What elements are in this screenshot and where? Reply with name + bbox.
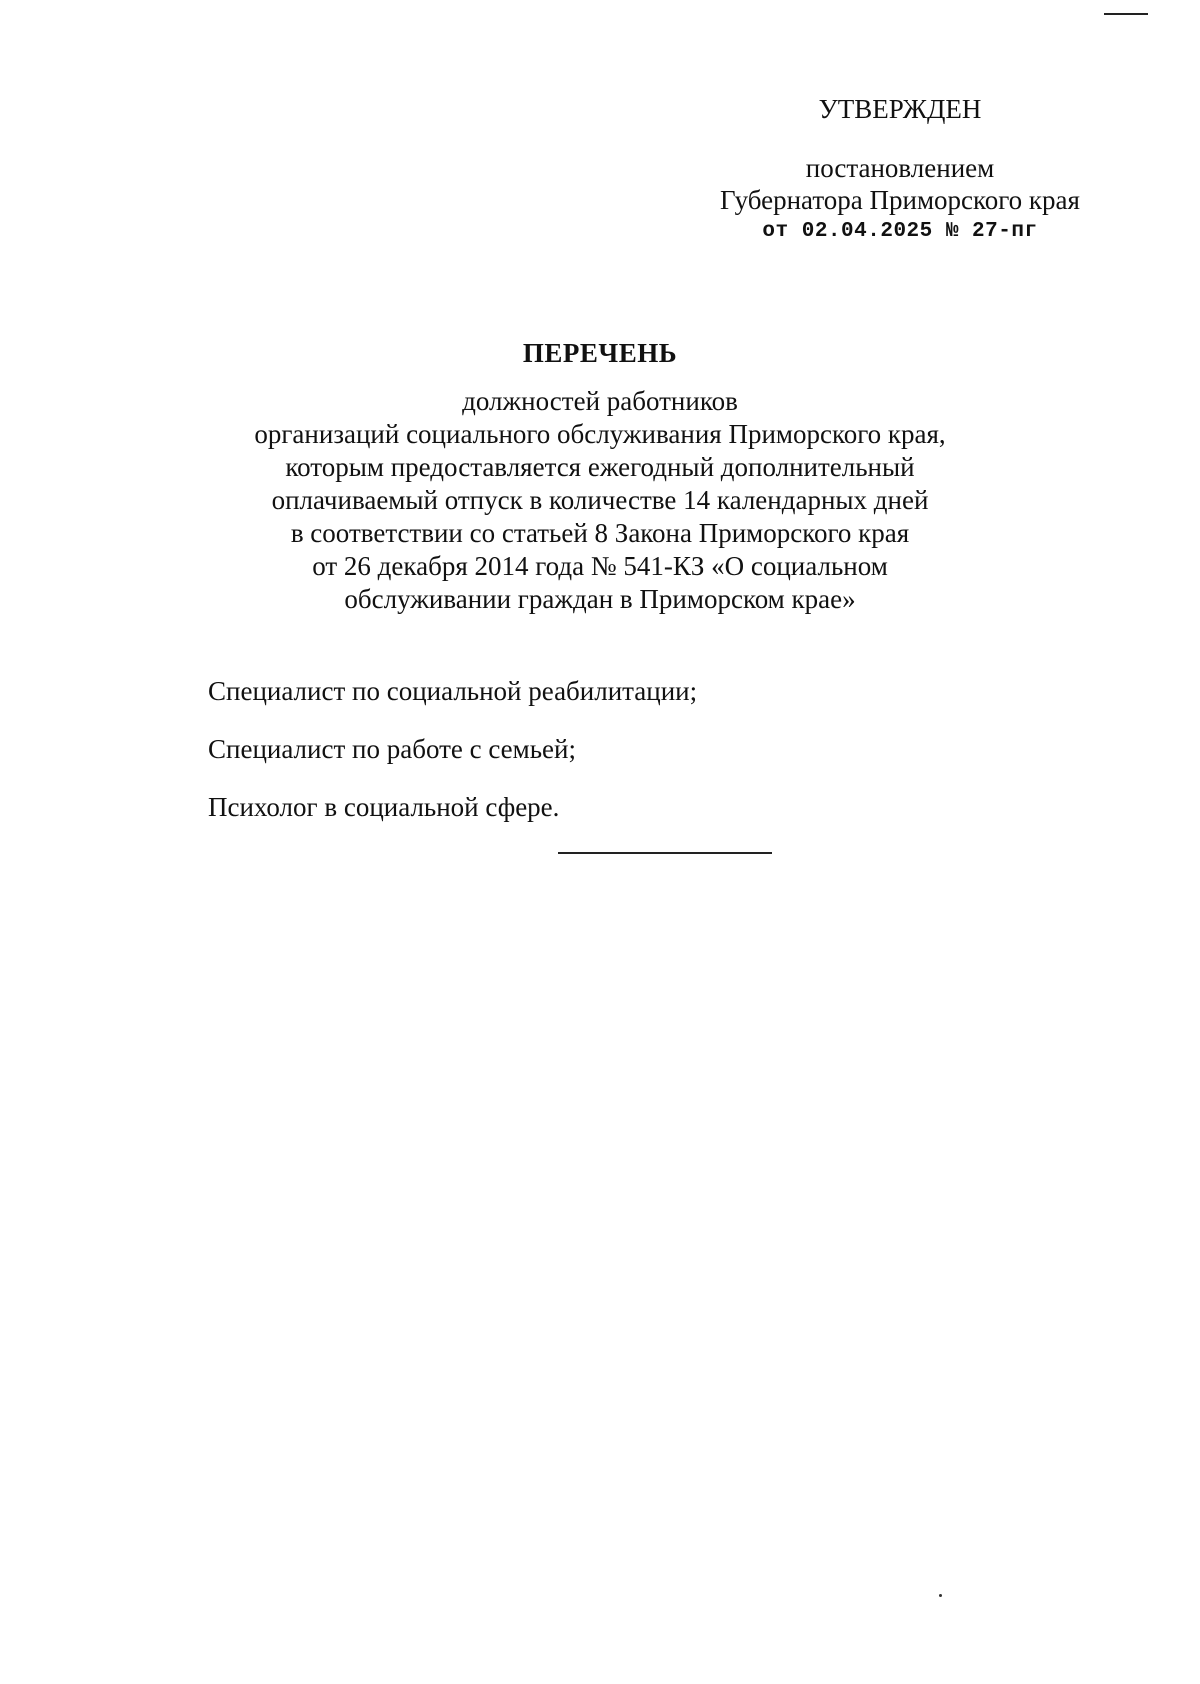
subtitle-line: оплачиваемый отпуск в количестве 14 календарных дней xyxy=(271,485,929,515)
position-item: Специалист по работе с семьей; xyxy=(208,734,576,764)
subtitle-line: в соответствии со статьей 8 Закона Приморского края xyxy=(290,518,910,548)
approval-line-governor: Губернатора Приморского края xyxy=(720,185,1080,215)
corner-rule xyxy=(1104,13,1148,15)
document-title: ПЕРЕЧЕНЬ xyxy=(522,338,678,368)
subtitle-line: организаций социального обслуживания Приморского края, xyxy=(254,419,946,449)
end-rule xyxy=(558,852,772,854)
position-item: Специалист по социальной реабилитации; xyxy=(208,676,698,706)
subtitle-line: должностей работников xyxy=(462,386,738,416)
scan-speck xyxy=(939,1594,942,1597)
subtitle-line: которым предоставляется ежегодный дополнительный xyxy=(285,452,915,482)
subtitle-line: от 26 декабря 2014 года № 541-КЗ «О социальном xyxy=(312,551,888,581)
approval-date-stamp: от 02.04.2025 № 27-пг xyxy=(762,220,1038,243)
approval-title: УТВЕРЖДЕН xyxy=(818,94,982,124)
subtitle-line: обслуживании граждан в Приморском крае» xyxy=(344,584,856,614)
document-subtitle xyxy=(150,385,1050,616)
approval-line-decree: постановлением xyxy=(805,153,995,183)
positions-list xyxy=(208,675,1108,849)
position-item: Психолог в социальной сфере. xyxy=(208,792,560,822)
